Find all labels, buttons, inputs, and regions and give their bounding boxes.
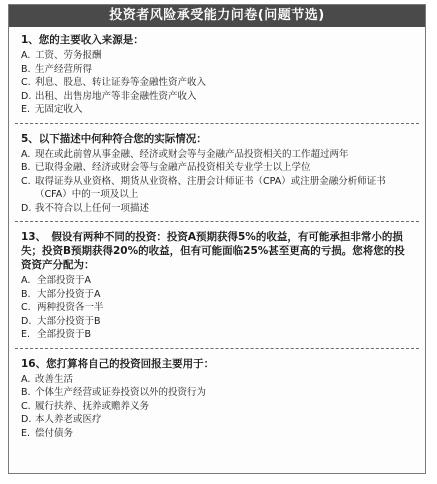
option-row	[21, 90, 413, 104]
question-title: 5、以下描述中何种符合您的实际情况：	[21, 132, 207, 145]
option-key: A.	[21, 275, 31, 286]
option-text: 出租、出售房地产等非金融性资产收入	[35, 90, 197, 102]
option-text: 全部投资于B	[37, 329, 92, 340]
option-key: C.	[21, 400, 31, 412]
option-text: 利息、股息、转让证券等金融性资产收入	[35, 77, 207, 88]
questionnaire-sheet	[8, 4, 426, 474]
section-divider	[15, 348, 419, 349]
option-key: B.	[21, 288, 31, 300]
option-key: E.	[21, 104, 31, 115]
option-row	[21, 315, 413, 329]
option-row	[21, 274, 413, 288]
question-13	[9, 224, 425, 342]
option-row	[21, 373, 413, 387]
option-row	[21, 76, 413, 90]
question-title: 13、 假设有两种不同的投资：投资A预期获得5%的收益，有可能承担非常小的损失；投资B预期获得20%的收益，但有可能面临25%甚至更高的亏损。您将您的投资资产分配为：	[21, 231, 405, 271]
option-text: 履行扶养、抚养或赡养义务	[35, 400, 150, 412]
question-title: 16、您打算将自己的投资回报主要用于：	[21, 357, 215, 370]
option-text: 取得证券从业资格、期货从业资格、注册会计师证书（CPA）或注册金融分析师证书（CFA）中的一项及以上	[35, 175, 386, 200]
question-1	[9, 27, 425, 117]
option-text: 两种投资各一半	[37, 302, 104, 313]
option-row	[21, 161, 413, 175]
option-row	[21, 413, 413, 427]
option-key: B.	[21, 63, 31, 75]
option-key: A.	[21, 373, 31, 385]
option-key: D.	[21, 202, 32, 214]
option-key: A.	[21, 50, 31, 61]
option-text: 改善生活	[35, 373, 74, 385]
option-text: 本人养老或医疗	[35, 414, 102, 425]
section-divider	[15, 221, 419, 222]
option-text: 大部分投资于B	[37, 315, 101, 327]
option-row	[21, 148, 413, 162]
option-row	[21, 288, 413, 302]
option-key: B.	[21, 162, 31, 173]
option-row	[21, 49, 413, 63]
option-text: 生产经营所得	[35, 63, 93, 75]
option-text: 已取得金融、经济或财会等与金融产品投资相关专业学士以上学位	[35, 162, 311, 173]
option-row	[21, 103, 413, 117]
option-text: 全部投资于A	[37, 275, 91, 286]
option-key: C.	[21, 175, 31, 187]
section-divider	[15, 123, 419, 124]
option-key: A.	[21, 148, 31, 160]
option-text: 工资、劳务报酬	[35, 50, 102, 61]
option-key: D.	[21, 414, 32, 425]
option-text: 个体生产经营或证券投资以外的投资行为	[35, 387, 207, 398]
question-title: 1、您的主要收入来源是：	[21, 34, 144, 46]
option-key: C.	[21, 77, 31, 88]
option-row	[21, 400, 413, 414]
option-text: 我不符合以上任何一项描述	[35, 202, 150, 214]
questionnaire-title: 投资者风险承受能力问卷(问题节选)	[9, 5, 425, 27]
question-16	[9, 351, 425, 441]
question-5	[9, 126, 425, 216]
option-key: E.	[21, 427, 31, 439]
option-key: D.	[21, 315, 32, 327]
option-key: E.	[21, 329, 31, 340]
option-text: 大部分投资于A	[37, 288, 101, 300]
option-key: C.	[21, 302, 31, 313]
option-row	[21, 386, 413, 400]
option-row	[21, 202, 413, 216]
option-row	[21, 175, 413, 202]
option-key: B.	[21, 387, 31, 398]
option-row	[21, 328, 413, 342]
option-text: 现在或此前曾从事金融、经济或财会等与金融产品投资相关的工作超过两年	[35, 148, 349, 160]
option-key: D.	[21, 90, 32, 102]
option-text: 无固定收入	[35, 104, 83, 115]
option-row	[21, 427, 413, 441]
option-row	[21, 63, 413, 77]
option-row	[21, 301, 413, 315]
option-text: 偿付债务	[35, 427, 74, 439]
